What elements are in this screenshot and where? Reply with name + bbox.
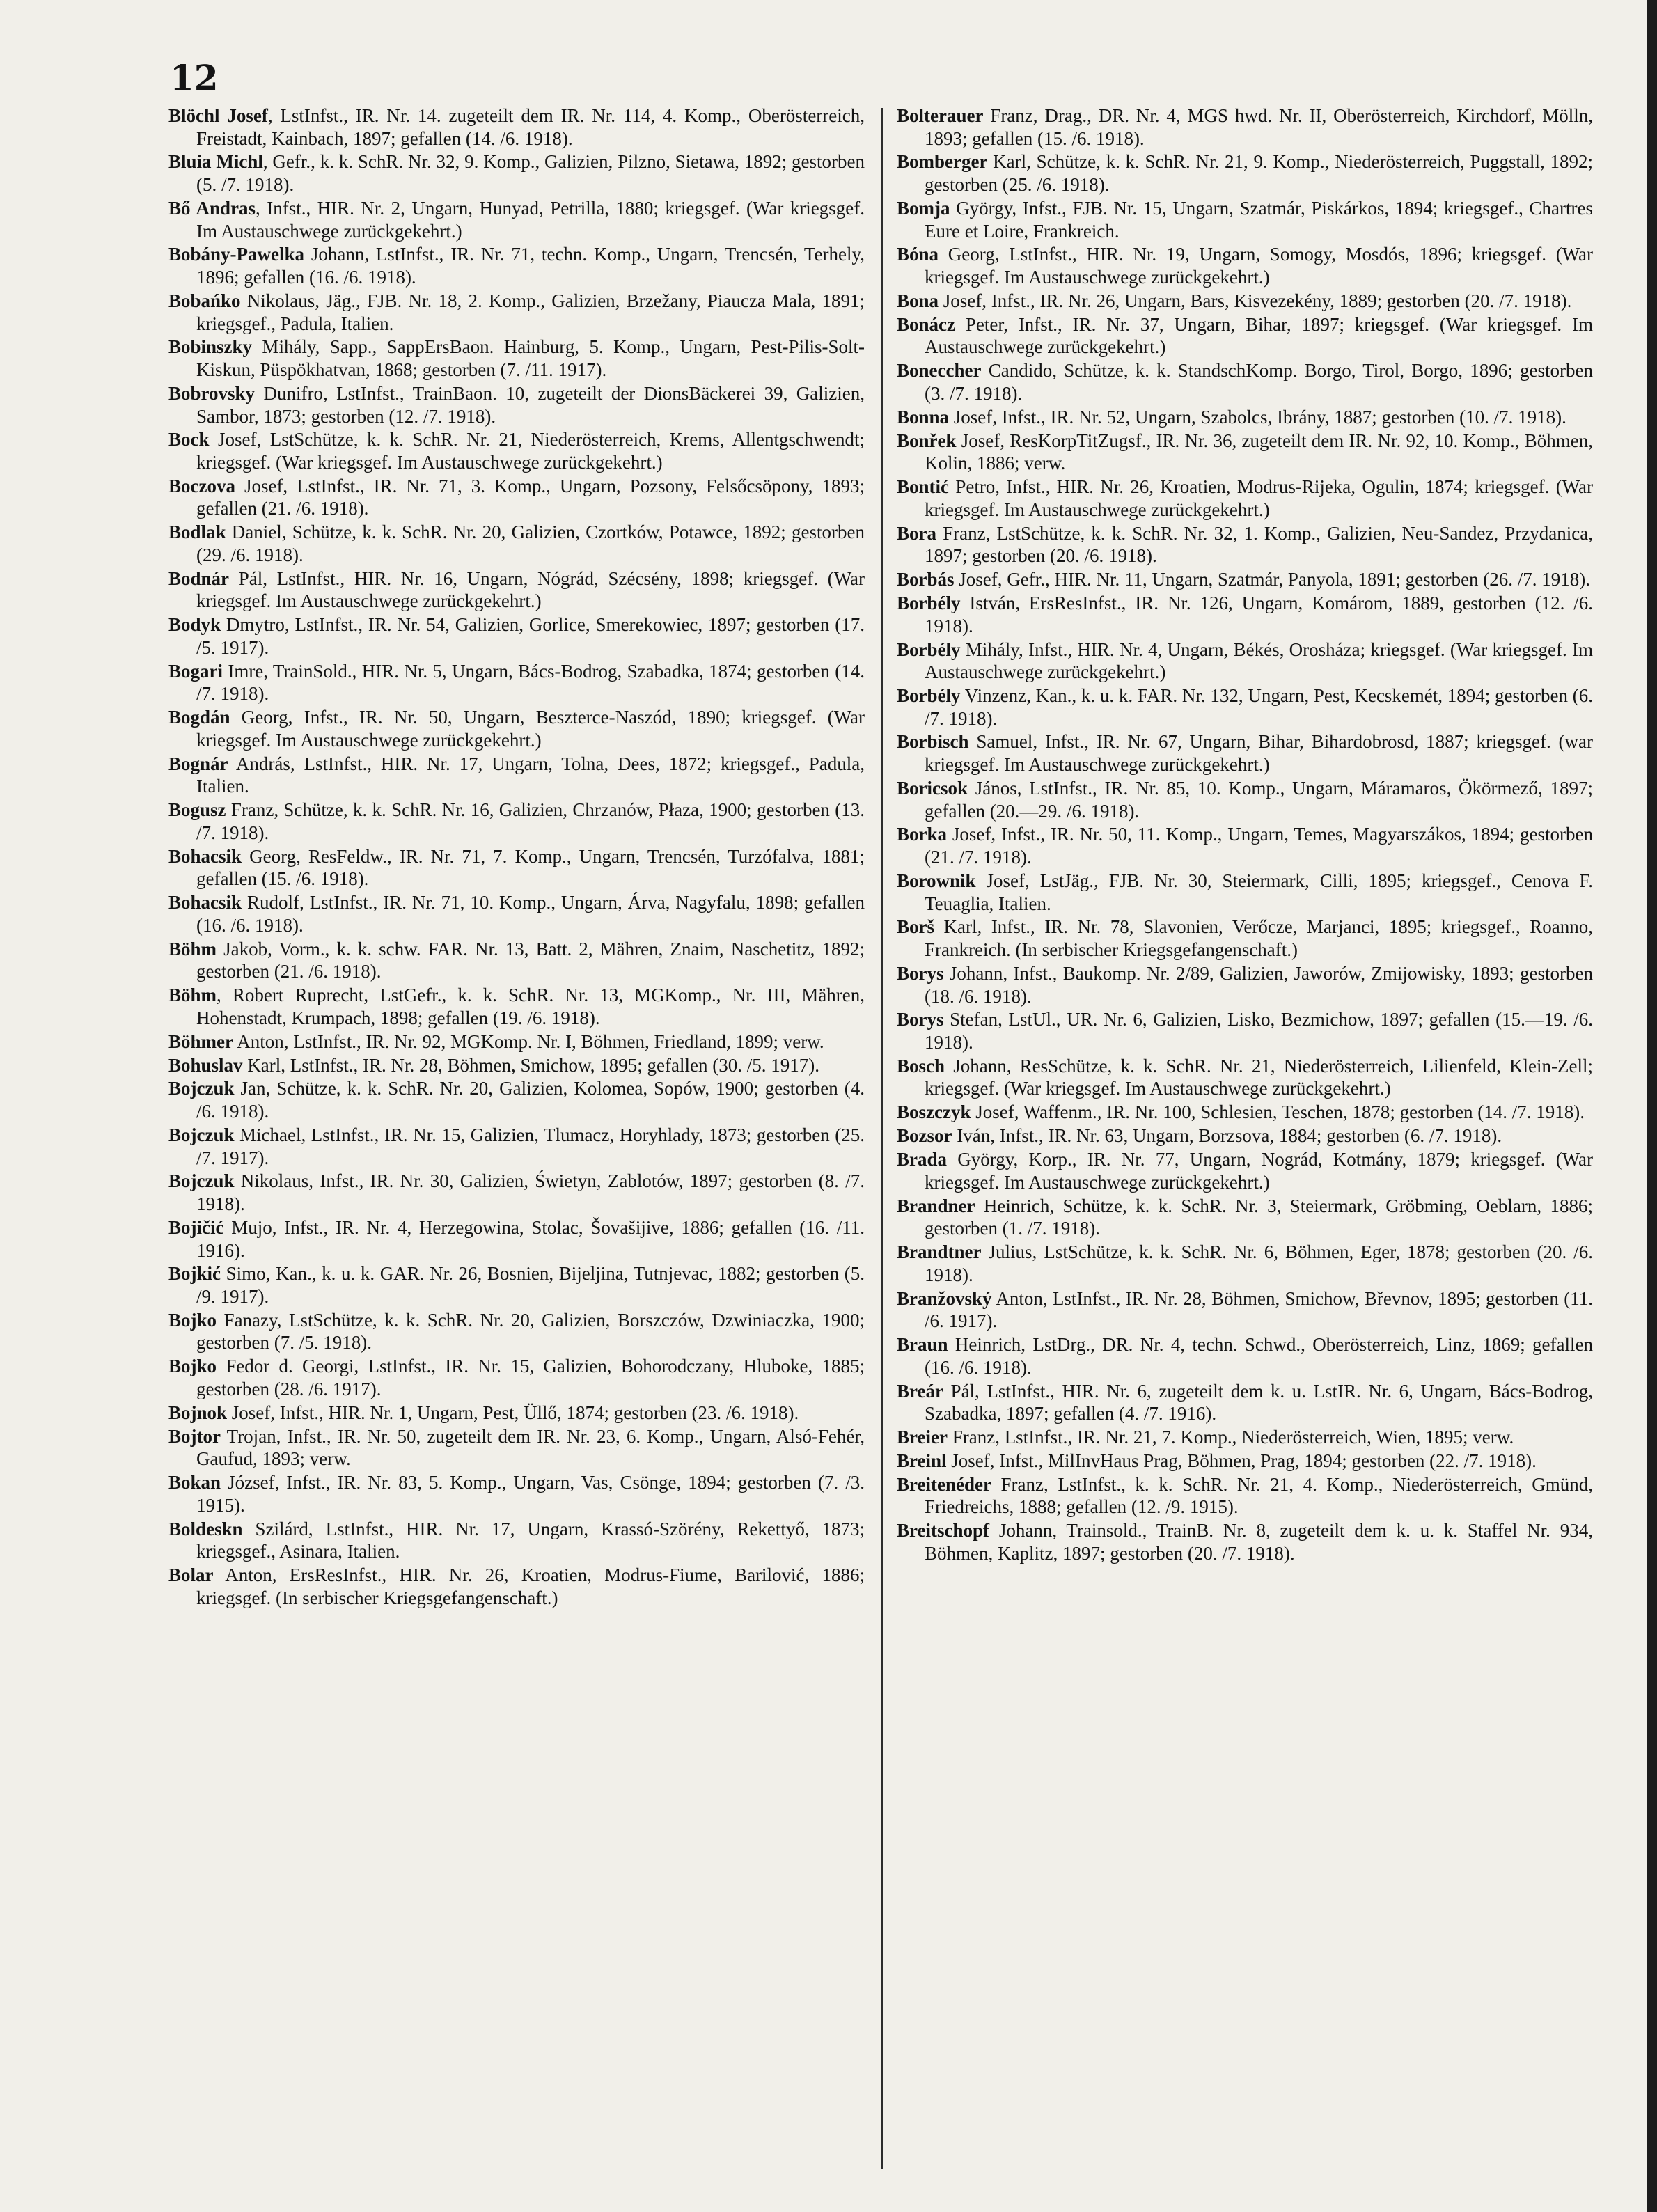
entry-name: Borbély <box>897 638 961 660</box>
list-entry <box>168 1124 865 1169</box>
entry-name: Bolterauer <box>897 105 984 126</box>
list-entry <box>168 1518 865 1563</box>
list-entry <box>897 592 1593 637</box>
entry-details: Iván, Infst., IR. Nr. 63, Ungarn, Borzsova, 1884; gestorben (6. /7. 1918). <box>952 1125 1502 1147</box>
entry-name: Borbisch <box>897 731 969 753</box>
entry-name: Böhm <box>168 938 217 959</box>
entry-name: Breitschopf <box>897 1520 989 1542</box>
entry-name: Breier <box>897 1427 948 1448</box>
entry-details: , Robert Ruprecht, LstGefr., k. k. SchR. Nr. 13, MGKomp., Nr. III, Mähren, Hohenstadt, Krumpach, 1898; gefallen (19. /6. 1918). <box>196 985 865 1028</box>
entry-name: Bogari <box>168 660 223 682</box>
list-entry <box>897 476 1593 521</box>
entry-name: Bonna <box>897 406 950 428</box>
entry-details: József, Infst., IR. Nr. 83, 5. Komp., Ungarn, Vas, Csönge, 1894; gestorben (7. /3. 1915). <box>196 1472 865 1516</box>
list-entry <box>897 568 1593 591</box>
list-entry <box>897 313 1593 359</box>
list-entry <box>168 243 865 288</box>
list-entry <box>897 1380 1593 1425</box>
list-entry <box>168 475 865 520</box>
entry-details: Josef, Waffenm., IR. Nr. 100, Schlesien, Teschen, 1878; gestorben (14. /7. 1918). <box>971 1101 1585 1123</box>
list-entry <box>168 382 865 428</box>
entry-details: , Gefr., k. k. SchR. Nr. 32, 9. Komp., Galizien, Pilzno, Sietawa, 1892; gestorben (5. /7. 1918). <box>196 151 865 196</box>
list-entry <box>897 916 1593 961</box>
entry-details: Trojan, Infst., IR. Nr. 50, zugeteilt dem IR. Nr. 23, 6. Komp., Ungarn, Alsó-Fehér, Gaufud, 1893; verw. <box>196 1425 865 1470</box>
entry-details: Heinrich, LstDrg., DR. Nr. 4, techn. Schwd., Oberösterreich, Linz, 1869; gefallen (16. /6. 1918). <box>925 1334 1593 1378</box>
entry-name: Bona <box>897 290 939 311</box>
list-entry <box>897 823 1593 868</box>
list-entry <box>897 684 1593 730</box>
entry-name: Bojtor <box>168 1425 221 1447</box>
entry-name: Bobrovsky <box>168 382 256 404</box>
entry-name: Bluia Michl <box>168 151 263 173</box>
list-entry <box>897 1195 1593 1240</box>
entry-name: Böhm <box>168 985 217 1006</box>
list-entry <box>168 428 865 473</box>
entry-details: , Infst., HIR. Nr. 2, Ungarn, Hunyad, Petrilla, 1880; kriegsgef. (War kriegsgef. Im Austauschwege zurückgekehrt.) <box>196 197 865 242</box>
entry-details: Imre, TrainSold., HIR. Nr. 5, Ungarn, Bács-Bodrog, Szabadka, 1874; gestorben (14. /7. 1918). <box>196 660 865 705</box>
entry-name: Bojczuk <box>168 1124 235 1145</box>
entry-name: Bontić <box>897 476 950 498</box>
entry-details: Georg, ResFeldw., IR. Nr. 71, 7. Komp., Ungarn, Trencsén, Turzófalva, 1881; gefallen (15. /6. 1918). <box>196 845 865 890</box>
list-entry <box>168 1077 865 1122</box>
entry-details: Josef, Gefr., HIR. Nr. 11, Ungarn, Szatmár, Panyola, 1891; gestorben (26. /7. 1918). <box>954 569 1591 590</box>
entry-details: Josef, Infst., IR. Nr. 52, Ungarn, Szabolcs, Ibrány, 1887; gestorben (10. /7. 1918). <box>949 406 1566 428</box>
entry-name: Boldeskn <box>168 1518 243 1539</box>
entry-details: Johann, LstInfst., IR. Nr. 71, techn. Komp., Ungarn, Trencsén, Terhely, 1896; gefallen (16. /6. 1918). <box>196 244 865 288</box>
entry-details: Anton, LstInfst., IR. Nr. 28, Böhmen, Smichow, Břevnov, 1895; gestorben (11. /6. 1917). <box>925 1287 1593 1332</box>
entry-details: Vinzenz, Kan., k. u. k. FAR. Nr. 132, Ungarn, Pest, Kecskemét, 1894; gestorben (6. /7. 1918). <box>925 685 1593 729</box>
entry-details: Mujo, Infst., IR. Nr. 4, Herzegowina, Stolac, Šovašijive, 1886; gefallen (16. /11. 1916). <box>196 1216 865 1261</box>
entry-name: Bonřek <box>897 430 957 451</box>
list-entry <box>168 845 865 891</box>
entry-name: Brada <box>897 1149 948 1170</box>
list-entry <box>168 290 865 335</box>
entry-details: György, Korp., IR. Nr. 77, Ungarn, Nográd, Kotmány, 1879; kriegsgef. (War kriegsgef. Im Austauschwege zurückgekehrt.) <box>925 1149 1593 1193</box>
entry-details: Josef, Infst., IR. Nr. 50, 11. Komp., Ungarn, Temes, Magyarszákos, 1894; gestorben (21. /7. 1918). <box>925 824 1593 868</box>
entry-name: Borbás <box>897 569 955 590</box>
entry-name: Bojko <box>168 1309 217 1331</box>
list-entry <box>168 1564 865 1609</box>
entry-details: , LstInfst., IR. Nr. 14. zugeteilt dem IR. Nr. 114, 4. Komp., Oberösterreich, Freistadt, Kainbach, 1897; gefallen (14. /6. 1918). <box>196 105 865 149</box>
list-entry <box>897 150 1593 196</box>
entry-details: Peter, Infst., IR. Nr. 37, Ungarn, Bihar, 1897; kriegsgef. (War kriegsgef. Im Austauschwege zurückgekehrt.) <box>925 313 1593 358</box>
list-entry <box>897 1450 1593 1473</box>
entry-name: Bodyk <box>168 614 221 636</box>
list-entry <box>168 336 865 381</box>
page-number: 12 <box>170 57 219 98</box>
list-entry <box>897 1124 1593 1147</box>
entry-details: Pál, LstInfst., HIR. Nr. 16, Ungarn, Nógrád, Szécsény, 1898; kriegsgef. (War kriegsgef. Im Austauschwege zurückgekehrt.) <box>196 567 865 612</box>
entry-name: Bogusz <box>168 799 226 821</box>
list-entry <box>897 1426 1593 1449</box>
entry-name: Bozsor <box>897 1125 952 1147</box>
entry-name: Breinl <box>897 1450 947 1471</box>
entry-details: Johann, Trainsold., TrainB. Nr. 8, zugeteilt dem k. u. k. Staffel Nr. 934, Böhmen, Kaplitz, 1897; gestorben (20. /7. 1918). <box>925 1520 1593 1564</box>
entry-details: Nikolaus, Infst., IR. Nr. 30, Galizien, Świetyn, Zablotów, 1897; gestorben (8. /7. 1918). <box>196 1170 865 1215</box>
entry-details: Szilárd, LstInfst., HIR. Nr. 17, Ungarn, Krassó-Szörény, Rekettyő, 1873; kriegsgef., Asinara, Italien. <box>196 1518 865 1562</box>
entry-details: Fanazy, LstSchütze, k. k. SchR. Nr. 20, Galizien, Borszczów, Dzwiniaczka, 1900; gestorben (7. /5. 1918). <box>196 1309 865 1354</box>
entry-details: Mihály, Sapp., SappErsBaon. Hainburg, 5. Komp., Ungarn, Pest-Pilis-Solt-Kiskun, Püspökhatvan, 1868; gestorben (7. /11. 1917). <box>196 336 865 381</box>
entry-name: Bóna <box>897 244 939 265</box>
entry-name: Bomja <box>897 197 950 219</box>
list-entry <box>897 290 1593 313</box>
entry-details: András, LstInfst., HIR. Nr. 17, Ungarn, Tolna, Dees, 1872; kriegsgef., Padula, Italien. <box>196 753 865 797</box>
entry-details: Fedor d. Georgi, LstInfst., IR. Nr. 15, Galizien, Bohorodczany, Hluboke, 1885; gestorben (28. /6. 1917). <box>196 1356 865 1399</box>
entry-name: Bolar <box>168 1564 214 1586</box>
entry-name: Bohacsik <box>168 845 242 867</box>
entry-details: Franz, Schütze, k. k. SchR. Nr. 16, Galizien, Chrzanów, Płaza, 1900; gestorben (13. /7. 1918). <box>196 799 865 843</box>
list-entry <box>897 962 1593 1007</box>
list-entry <box>168 1216 865 1262</box>
list-entry <box>897 1241 1593 1286</box>
list-entry <box>168 799 865 844</box>
entry-name: Blöchl Josef <box>168 105 268 126</box>
entry-details: Franz, LstInfst., IR. Nr. 21, 7. Komp., Niederösterreich, Wien, 1895; verw. <box>947 1427 1514 1448</box>
list-entry <box>897 430 1593 475</box>
entry-details: Josef, LstJäg., FJB. Nr. 30, Steiermark, Cilli, 1895; kriegsgef., Cenova F. Teuaglia, Italien. <box>925 870 1593 914</box>
entry-name: Bomberger <box>897 151 988 173</box>
entry-name: Bojkić <box>168 1263 221 1285</box>
list-entry <box>897 638 1593 684</box>
list-entry <box>897 359 1593 405</box>
entry-details: Georg, LstInfst., HIR. Nr. 19, Ungarn, Somogy, Mosdós, 1896; kriegsgef. (War kriegsgef. Im Austauschwege zurückgekehrt.) <box>925 244 1593 288</box>
entry-name: Borš <box>897 916 934 938</box>
entry-details: Karl, Schütze, k. k. SchR. Nr. 21, 9. Komp., Niederösterreich, Puggstall, 1892; gestorben (25. /6. 1918). <box>925 151 1593 196</box>
entry-details: Josef, Infst., HIR. Nr. 1, Ungarn, Pest, Üllő, 1874; gestorben (23. /6. 1918). <box>227 1402 799 1423</box>
entry-name: Bojnok <box>168 1402 228 1423</box>
list-entry <box>168 567 865 613</box>
list-entry <box>897 1148 1593 1193</box>
entry-name: Borys <box>897 1009 944 1030</box>
list-entry <box>897 870 1593 915</box>
entry-details: Franz, Drag., DR. Nr. 4, MGS hwd. Nr. II, Oberösterreich, Kirchdorf, Mölln, 1893; gefallen (15. /6. 1918). <box>925 105 1593 149</box>
book-spine-edge <box>1647 0 1657 2212</box>
entry-name: Borka <box>897 824 948 845</box>
entry-name: Bő Andras <box>168 197 256 219</box>
list-entry <box>168 984 865 1029</box>
list-entry <box>168 1471 865 1516</box>
entry-details: Franz, LstInfst., k. k. SchR. Nr. 21, 4. Komp., Niederösterreich, Gmünd, Friedreichs, 1888; gefallen (12. /9. 1915). <box>925 1473 1593 1518</box>
list-entry <box>168 1355 865 1400</box>
entry-details: Anton, ErsResInfst., HIR. Nr. 26, Kroatien, Modrus-Fiume, Barilović, 1886; kriegsgef. (In serbischer Kriegsgefangenschaft.) <box>196 1564 865 1608</box>
list-entry <box>168 660 865 705</box>
list-entry <box>897 777 1593 822</box>
entry-details: Josef, LstSchütze, k. k. SchR. Nr. 21, Niederösterreich, Krems, Allentgschwendt; kriegsgef. (War kriegsgef. Im Austauschwege zurückgekehrt.) <box>196 429 865 473</box>
entry-details: Heinrich, Schütze, k. k. SchR. Nr. 3, Steiermark, Gröbming, Oeblarn, 1886; gestorben (1. /7. 1918). <box>925 1195 1593 1239</box>
entry-name: Bognár <box>168 753 228 774</box>
list-entry <box>168 706 865 751</box>
entry-details: Josef, ResKorpTitZugsf., IR. Nr. 36, zugeteilt dem IR. Nr. 92, 10. Komp., Böhmen, Kolin, 1886; verw. <box>925 430 1593 474</box>
entry-name: Bojczuk <box>168 1170 235 1192</box>
entry-name: Bokan <box>168 1472 221 1493</box>
entry-details: István, ErsResInfst., IR. Nr. 126, Ungarn, Komárom, 1889, gestorben (12. /6. 1918). <box>925 593 1593 636</box>
entry-details: Jakob, Vorm., k. k. schw. FAR. Nr. 13, Batt. 2, Mähren, Znaim, Naschetitz, 1892; gestorben (21. /6. 1918). <box>196 938 865 982</box>
entry-name: Böhmer <box>168 1030 233 1052</box>
list-entry <box>168 1402 865 1425</box>
list-entry <box>168 613 865 659</box>
list-entry <box>897 1333 1593 1379</box>
list-entry <box>168 1030 865 1053</box>
entry-details: Julius, LstSchütze, k. k. SchR. Nr. 6, Böhmen, Eger, 1878; gestorben (20. /6. 1918). <box>925 1241 1593 1285</box>
entry-details: Pál, LstInfst., HIR. Nr. 6, zugeteilt dem k. u. LstIR. Nr. 6, Ungarn, Bács-Bodrog, Szabadka, 1897; gefallen (4. /7. 1916). <box>925 1380 1593 1425</box>
entry-details: György, Infst., FJB. Nr. 15, Ungarn, Szatmár, Piskárkos, 1894; kriegsgef., Chartres Eure et Loire, Frankreich. <box>925 197 1593 242</box>
entry-name: Borbély <box>897 685 961 706</box>
entry-details: Johann, Infst., Baukomp. Nr. 2/89, Galizien, Jaworów, Zmijowisky, 1893; gestorben (18. /6. 1918). <box>925 962 1593 1007</box>
entry-name: Brandner <box>897 1195 975 1216</box>
entry-details: Josef, Infst., MilInvHaus Prag, Böhmen, Prag, 1894; gestorben (22. /7. 1918). <box>946 1450 1537 1471</box>
list-entry <box>168 753 865 798</box>
entry-name: Bojičić <box>168 1216 224 1238</box>
entry-name: Bobány-Pawelka <box>168 244 305 265</box>
list-entry <box>168 150 865 196</box>
list-entry <box>168 891 865 936</box>
list-entry <box>168 1425 865 1470</box>
entry-name: Bobinszky <box>168 336 253 358</box>
entry-details: Simo, Kan., k. u. k. GAR. Nr. 26, Bosnien, Bijeljina, Tutnjevac, 1882; gestorben (5. /9. 1917). <box>196 1263 865 1307</box>
entry-details: János, LstInfst., IR. Nr. 85, 10. Komp., Ungarn, Máramaros, Ökörmező, 1897; gefallen (20.—29. /6. 1918). <box>925 777 1593 822</box>
list-entry <box>168 521 865 566</box>
list-entry <box>897 730 1593 776</box>
entry-name: Breár <box>897 1380 943 1402</box>
entry-details: Dmytro, LstInfst., IR. Nr. 54, Galizien, Gorlice, Smerekowiec, 1897; gestorben (17. /5. 1917). <box>196 614 865 658</box>
entry-name: Braun <box>897 1334 948 1356</box>
entry-name: Borbély <box>897 593 961 614</box>
list-entry <box>897 1519 1593 1564</box>
entry-details: Franz, LstSchütze, k. k. SchR. Nr. 32, 1. Komp., Galizien, Neu-Sandez, Przydanica, 1897; gestorben (20. /6. 1918). <box>925 522 1593 567</box>
list-entry <box>168 1054 865 1077</box>
entry-name: Bonácz <box>897 313 955 335</box>
list-entry <box>897 406 1593 429</box>
entry-details: Karl, LstInfst., IR. Nr. 28, Böhmen, Smichow, 1895; gefallen (30. /5. 1917). <box>242 1054 819 1076</box>
entry-name: Bodlak <box>168 521 226 543</box>
list-entry <box>168 197 865 242</box>
entry-name: Bobańko <box>168 290 241 311</box>
list-entry <box>168 1309 865 1354</box>
left-column <box>168 104 865 1610</box>
entry-name: Borys <box>897 962 944 984</box>
entry-details: Georg, Infst., IR. Nr. 50, Ungarn, Beszterce-Naszód, 1890; kriegsgef. (War kriegsgef. Im Austauschwege zurückgekehrt.) <box>196 707 865 751</box>
entry-details: Josef, Infst., IR. Nr. 26, Ungarn, Bars, Kisvezekény, 1889; gestorben (20. /7. 1918). <box>939 290 1572 311</box>
entry-details: Rudolf, LstInfst., IR. Nr. 71, 10. Komp., Ungarn, Árva, Nagyfalu, 1898; gefallen (16. /6. 1918). <box>196 892 865 936</box>
entry-details: Michael, LstInfst., IR. Nr. 15, Galizien, Tlumacz, Horyhlady, 1873; gestorben (25. /7. 1917). <box>196 1124 865 1168</box>
entry-name: Branžovský <box>897 1287 992 1309</box>
list-entry <box>168 938 865 983</box>
entry-name: Borownik <box>897 870 976 891</box>
entry-name: Breitenéder <box>897 1473 991 1495</box>
entry-name: Boszczyk <box>897 1101 971 1123</box>
entry-details: Samuel, Infst., IR. Nr. 67, Ungarn, Bihar, Bihardobrosd, 1887; kriegsgef. (war kriegsgef. Im Austauschwege zurückgekehrt.) <box>925 731 1593 776</box>
entry-details: Dunifro, LstInfst., TrainBaon. 10, zugeteilt der DionsBäckerei 39, Galizien, Sambor, 1873; gestorben (12. /7. 1918). <box>196 382 865 427</box>
list-entry <box>897 1473 1593 1519</box>
entry-name: Bodnár <box>168 567 230 589</box>
entry-details: Stefan, LstUl., UR. Nr. 6, Galizien, Lisko, Bezmichow, 1897; gefallen (15.—19. /6. 1918). <box>925 1009 1593 1053</box>
list-entry <box>168 1170 865 1215</box>
list-entry <box>897 197 1593 242</box>
list-entry <box>897 104 1593 150</box>
list-entry <box>897 1101 1593 1124</box>
entry-details: Candido, Schütze, k. k. StandschKomp. Borgo, Tirol, Borgo, 1896; gestorben (3. /7. 1918). <box>925 360 1593 404</box>
list-entry <box>168 1262 865 1308</box>
entry-name: Bock <box>168 429 210 450</box>
list-entry <box>168 104 865 150</box>
entry-name: Boczova <box>168 475 235 496</box>
list-entry <box>897 1287 1593 1333</box>
entry-name: Bojko <box>168 1356 217 1377</box>
entry-details: Johann, ResSchütze, k. k. SchR. Nr. 21, Niederösterreich, Lilienfeld, Klein-Zell; kriegsgef. (War kriegsgef. Im Austauschwege zurückgekehrt.) <box>925 1055 1593 1099</box>
list-entry <box>897 1055 1593 1100</box>
entry-details: Karl, Infst., IR. Nr. 78, Slavonien, Verőcze, Marjanci, 1895; kriegsgef., Roanno, Frankreich. (In serbischer Kriegsgefangenschaft.) <box>925 916 1593 961</box>
entry-name: Brandtner <box>897 1241 982 1263</box>
entry-name: Bogdán <box>168 707 230 728</box>
entry-name: Bohuslav <box>168 1054 243 1076</box>
right-column <box>897 104 1593 1566</box>
column-divider <box>881 108 883 2169</box>
entry-name: Boneccher <box>897 360 982 382</box>
entry-name: Bohacsik <box>168 892 242 913</box>
list-entry <box>897 243 1593 288</box>
entry-name: Bora <box>897 522 936 544</box>
entry-details: Mihály, Infst., HIR. Nr. 4, Ungarn, Békés, Orosháza; kriegsgef. (War kriegsgef. Im Austauschwege zurückgekehrt.) <box>925 638 1593 683</box>
list-entry <box>897 1008 1593 1053</box>
entry-details: Daniel, Schütze, k. k. SchR. Nr. 20, Galizien, Czortków, Potawce, 1892; gestorben (29. /6. 1918). <box>196 521 865 565</box>
entry-details: Anton, LstInfst., IR. Nr. 92, MGKomp. Nr. I, Böhmen, Friedland, 1899; verw. <box>233 1030 824 1052</box>
entry-name: Bosch <box>897 1055 945 1076</box>
entry-name: Boricsok <box>897 777 968 799</box>
entry-details: Jan, Schütze, k. k. SchR. Nr. 20, Galizien, Kolomea, Sopów, 1900; gestorben (4. /6. 1918). <box>196 1078 865 1122</box>
list-entry <box>897 522 1593 567</box>
entry-name: Bojczuk <box>168 1078 235 1099</box>
entry-details: Nikolaus, Jäg., FJB. Nr. 18, 2. Komp., Galizien, Brzežany, Piaucza Mala, 1891; kriegsgef., Padula, Italien. <box>196 290 865 334</box>
entry-details: Petro, Infst., HIR. Nr. 26, Kroatien, Modrus-Rijeka, Ogulin, 1874; kriegsgef. (War kriegsgef. Im Austauschwege zurückgekehrt.) <box>925 476 1593 520</box>
entry-details: Josef, LstInfst., IR. Nr. 71, 3. Komp., Ungarn, Pozsony, Felsőcsöpony, 1893; gefallen (21. /6. 1918). <box>196 475 865 519</box>
